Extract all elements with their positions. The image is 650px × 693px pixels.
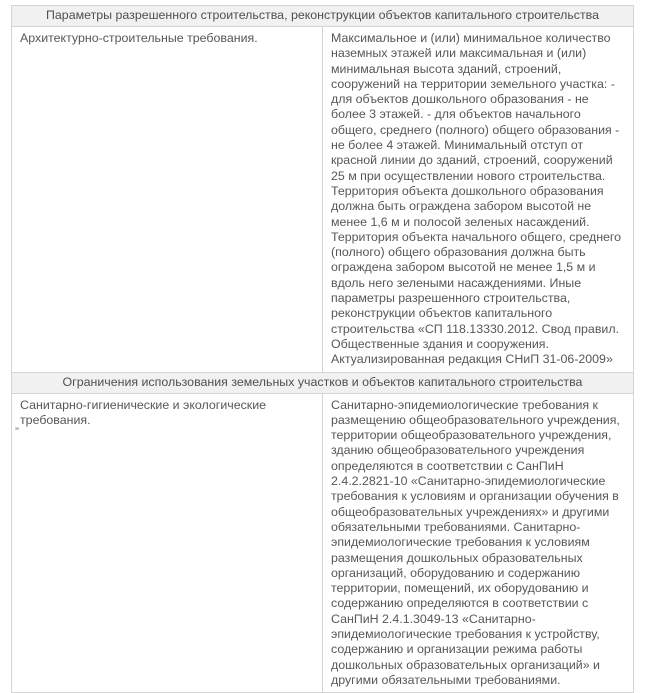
table-row (12, 393, 634, 693)
section-title-building-parameters: Параметры разрешенного строительства, реконструкции объектов капитального строительства (12, 6, 634, 27)
row-label-sanitary: Санитарно-гигиенические и экологические требования. (12, 393, 323, 693)
row-text-sanitary: Санитарно-эпидемиологические требования к размещению общеобразовательного учреждения, территории общеобразовательного учреждения, зданию общеобразовательного учреждения определяются в соответствии с СанПиН 2.4.2.2821-10 «Санитарно-эпидемиологические требования к условиям и организации обучения в общеобразовательных учреждениях» и другими обязательными требованиями. Санитарно-эпидемиологические требования к условиям размещения дошкольных образовательных организаций, оборудованию и содержанию территории, помещений, их оборудованию и содержанию определяются в соответствии с СанПиН 2.4.1.3049-13 «Санитарно-эпидемиологические требования к устройству, содержанию и организации режима работы дошкольных образовательных организаций» и другими обязательными требованиями. (323, 393, 634, 693)
section-title-land-use-restrictions: Ограничения использования земельных участков и объектов капитального строительства (12, 372, 634, 393)
section-header-row (12, 372, 634, 393)
section-header-row (12, 6, 634, 27)
regulations-table (11, 5, 634, 693)
row-text-architectural: Максимальное и (или) минимальное количество наземных этажей или максимальная и (или) минимальная высота зданий, строений, сооружений на территории земельного участка: - для объектов дошкольного образования - не более 3 этажей. - для объектов начального общего, среднего (полного) общего образования - не более 4 этажей. Минимальный отступ от красной линии до зданий, строений, сооружений 25 м при осуществлении нового строительства. Территория объекта дошкольного образования должна быть ограждена забором высотой не менее 1,6 м и полосой зеленых насаждений. Территория объекта начального общего, среднего (полного) общего образования должна быть ограждена забором высотой не менее 1,5 м и вдоль него зелеными насаждениями. Иные параметры разрешенного строительства, реконструкции объектов капитального строительства «СП 118.13330.2012. Свод правил. Общественные здания и сооружения. Актуализированная редакция СНиП 31-06-2009» (323, 27, 634, 373)
row-label-architectural: Архитектурно-строительные требования. (12, 27, 323, 373)
table-row (12, 27, 634, 373)
closing-quote-mark: ” (15, 425, 19, 439)
